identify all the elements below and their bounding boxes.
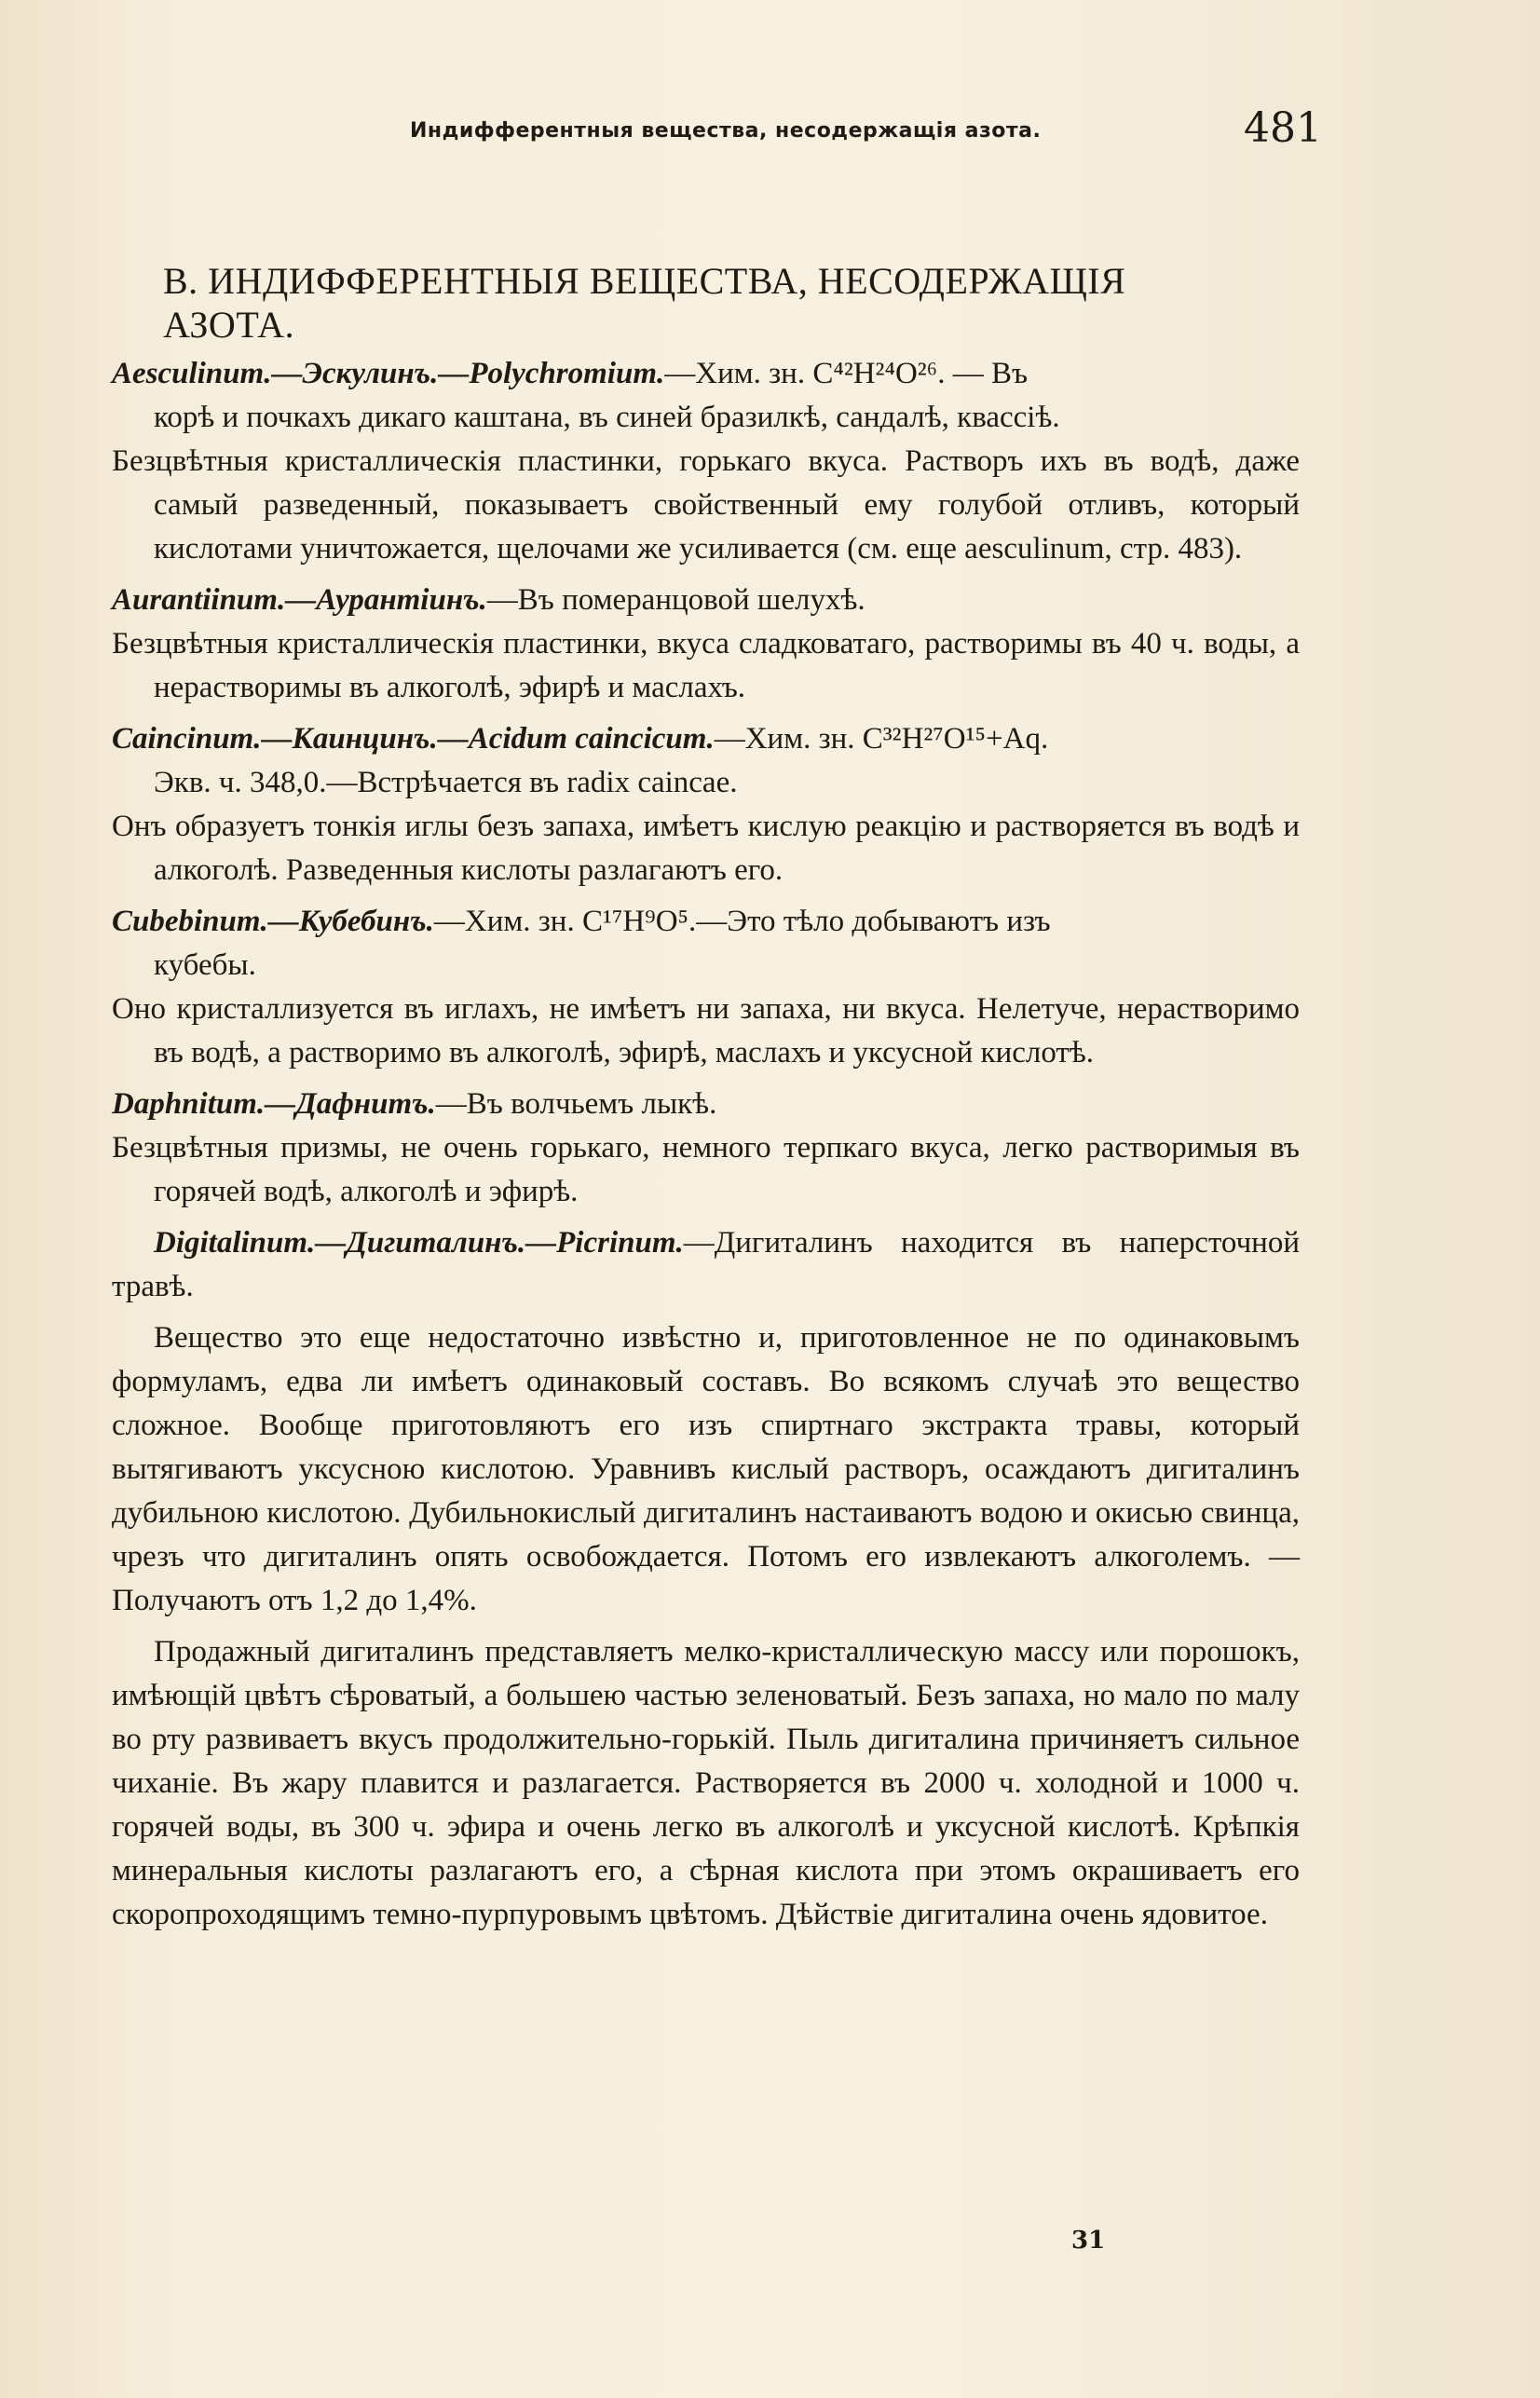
paragraph-preparation: Вещество это еще недостаточно извѣстно и, приготовленное не по одинаковымъ формуламъ, едва ли имѣетъ одинаковый составъ. Во всякомъ случаѣ это вещество сложное. Вообще приготовляютъ его изъ спиртнаго экстракта травы, который вытягиваютъ уксусною кислотою. Уравнивъ кислый растворъ, осаждаютъ дигиталинъ дубильною кислотою. Дубильнокислый дигиталинъ настаиваютъ водою и окисью свинца, чрезъ что дигиталинъ опять освобождается. Потомъ его извлекаютъ алкоголемъ. — Получаютъ отъ 1,2 до 1,4%. xyxy=(112,1321,1300,1617)
running-header: Индифферентныя вещества, несодержащія азота. xyxy=(410,119,1042,143)
entry-source: кубебы. xyxy=(154,948,256,982)
paragraph-properties: Продажный дигиталинъ представляетъ мелко-кристаллическую массу или порошокъ, имѣющій цвѣтъ сѣроватый, а большею частью зеленоватый. Безъ запаха, но мало по малу во рту развиваетъ вкусъ продолжительно-горькій. Пыль дигиталина причиняетъ сильное чиханіе. Въ жару плавится и разлагается. Растворяется въ 2000 ч. холодной и 1000 ч. горячей воды, въ 300 ч. эфира и очень легко въ алкоголѣ и уксусной кислотѣ. Крѣпкія минеральныя кислоты разлагаютъ его, а сѣрная кислота при этомъ окрашиваетъ его скоропроходящимъ темно-пурпуровымъ цвѣтомъ. Дѣйствіе дигиталина очень ядовитое. xyxy=(112,1635,1300,1931)
entry-term: Caincinum.—Каинцинъ.—Acidum caincicum. xyxy=(112,722,715,756)
entry-formula: —Хим. зн. C¹⁷H⁹O⁵.—Это тѣло добываютъ изъ xyxy=(433,905,1051,938)
entry-daphnitum xyxy=(112,1083,1300,1214)
entry-source: корѣ и почкахъ дикаго каштана, въ синей бразилкѣ, сандалѣ, квассіѣ. xyxy=(154,401,1060,434)
entry-description: Онъ образуетъ тонкія иглы безъ запаха, имѣетъ кислую реакцію и растворяется въ водѣ и алкоголѣ. Разведенныя кислоты разлагаютъ его. xyxy=(112,810,1300,887)
entry-description: Безцвѣтныя кристаллическія пластинки, вкуса сладковатаго, растворимы въ 40 ч. воды, а нерастворимы въ алкоголѣ, эфирѣ и маслахъ. xyxy=(112,627,1300,704)
entry-source: —Въ померанцовой шелухѣ. xyxy=(486,583,865,617)
entry-term: Digitalinum.—Дигиталинъ.—Picrinum. xyxy=(154,1226,684,1260)
entry-term: Daphnitum.—Дафнитъ. xyxy=(112,1087,436,1121)
entry-cubebinum xyxy=(112,900,1300,1075)
entry-term: Aurantiinum.—Аурантіинъ. xyxy=(112,583,487,617)
entry-formula: —Хим. зн. C³²H²⁷O¹⁵+Aq. xyxy=(714,722,1049,756)
page-body xyxy=(112,352,1300,1944)
entry-aesculinum xyxy=(112,352,1300,571)
entry-digitalinum xyxy=(112,1221,1300,1309)
entry-source: —Дигиталинъ находится въ наперсточной травѣ. xyxy=(112,1226,1300,1303)
entry-source: —Въ волчьемъ лыкѣ. xyxy=(435,1087,717,1121)
entry-aurantiinum xyxy=(112,579,1300,710)
page-number: 481 xyxy=(1244,104,1322,152)
entry-formula: —Хим. зн. C⁴²H²⁴O²⁶. — Въ xyxy=(664,357,1029,390)
entry-description: Оно кристаллизуется въ иглахъ, не имѣетъ ни запаха, ни вкуса. Нелетуче, нерастворимо въ водѣ, а растворимо въ алкоголѣ, эфирѣ, маслахъ и уксусной кислотѣ. xyxy=(112,992,1300,1070)
signature-mark: 31 xyxy=(1071,2227,1106,2255)
entry-term: Cubebinum.—Кубебинъ. xyxy=(112,905,434,938)
entry-caincinum xyxy=(112,717,1300,892)
section-title: В. ИНДИФФЕРЕНТНЫЯ ВЕЩЕСТВА, НЕСОДЕРЖАЩІЯ АЗОТА. xyxy=(163,260,1126,346)
entry-source: Экв. ч. 348,0.—Встрѣчается въ radix caincae. xyxy=(154,766,738,799)
entry-term: Aesculinum.—Эскулинъ.—Polychromium. xyxy=(112,357,665,390)
entry-description: Безцвѣтныя призмы, не очень горькаго, немного терпкаго вкуса, легко растворимыя въ горячей водѣ, алкоголѣ и эфирѣ. xyxy=(112,1131,1300,1208)
entry-description: Безцвѣтныя кристаллическія пластинки, горькаго вкуса. Растворъ ихъ въ водѣ, даже самый разведенный, показываетъ свойственный ему голубой отливъ, который кислотами уничтожается, щелочами же усиливается (см. еще aesculinum, стр. 483). xyxy=(112,444,1300,565)
